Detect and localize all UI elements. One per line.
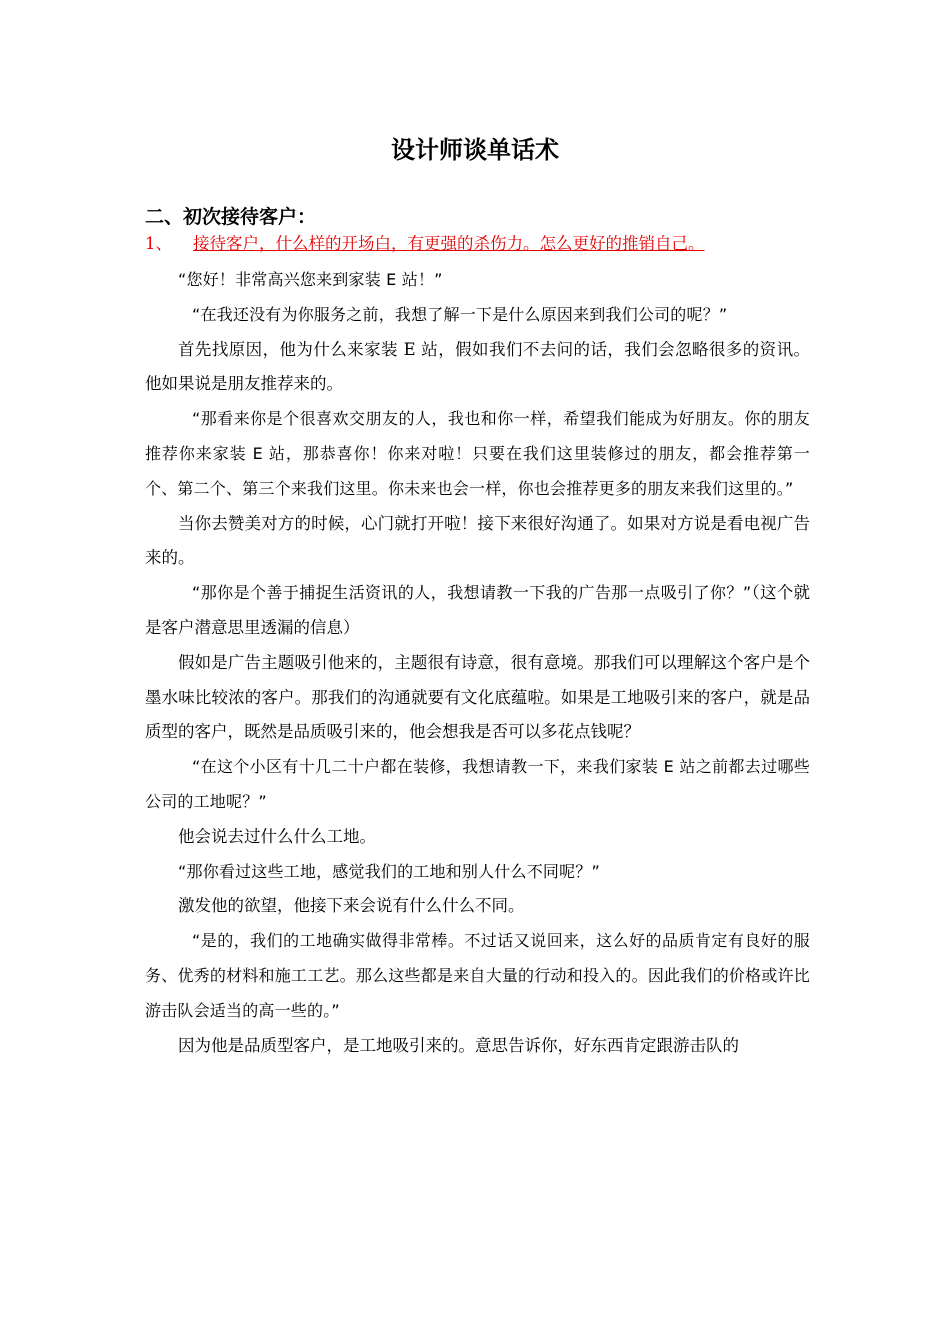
document-body (145, 202, 810, 1063)
greeting-quote: “您好！非常高兴您来到家装 E 站！” (178, 270, 443, 289)
numbered-item (145, 232, 810, 255)
body-paragraph: 因为他是品质型客户，是工地吸引来的。意思告诉你，好东西肯定跟游击队的 (178, 1035, 739, 1055)
site-quote: “在这个小区有十几二十户都在装修，我想请教一下，来我们家装 E 站之前都去过哪些公司的工地呢？” (145, 757, 810, 811)
ad-quote: “那你是个善于捕捉生活资讯的人，我想请教一下我的广告那一点吸引了你？” (192, 583, 752, 603)
friend-quote: “那看来你是个很喜欢交朋友的人，我也和你一样，希望我们能成为好朋友。你的朋友推荐你来家装 E 站，那恭喜你！你来对啦！只要在我们这里装修过的朋友，都会推荐第一个、第二个、第三个来我们这里。你未来也会一样，你也会推荐更多的朋友来我们这里的。” (145, 409, 810, 498)
item-number: 1、 (145, 234, 172, 253)
body-paragraph: 当你去赞美对方的时候，心门就打开啦！接下来很好沟通了。如果对方说是看电视广告来的。 (145, 513, 810, 568)
ad-quote-note: （这个就是客户潜意思里透漏的信息） (145, 583, 810, 637)
ad-quote-paragraph (145, 576, 810, 646)
document-title: 设计师谈单话术 (391, 136, 559, 164)
body-paragraph: 激发他的欲望，他接下来会说有什么什么不同。 (178, 896, 525, 916)
body-paragraph: 假如是广告主题吸引他来的，主题很有诗意，很有意境。那我们可以理解这个客户是个墨水味比较浓的客户。那我们的沟通就要有文化底蕴啦。如果是工地吸引来的客户，就是品质型的客户，既然是品质吸引来的，他会想我是否可以多花点钱呢？ (145, 652, 810, 742)
question-quote: “在我还没有为你服务之前，我想了解一下是什么原因来到我们公司的呢？” (192, 304, 728, 324)
body-paragraph: 首先找原因，他为什么来家装 E 站，假如我们不去问的话，我们会忽略很多的资讯。他如果说是朋友推荐来的。 (145, 339, 810, 394)
section-heading: 二、初次接待客户： (145, 206, 317, 228)
body-paragraph: 他会说去过什么什么工地。 (178, 826, 376, 846)
item-text: 接待客户，什么样的开场白，有更强的杀伤力。怎么更好的推销自己。 (193, 234, 705, 253)
compare-quote: “那你看过这些工地，感觉我们的工地和别人什么不同呢？” (178, 861, 600, 881)
quality-quote: “是的，我们的工地确实做得非常棒。不过话又说回来，这么好的品质肯定有良好的服务、优秀的材料和施工工艺。那么这些都是来自大量的行动和投入的。因此我们的价格或许比游击队会适当的高一些的。” (145, 931, 810, 1020)
